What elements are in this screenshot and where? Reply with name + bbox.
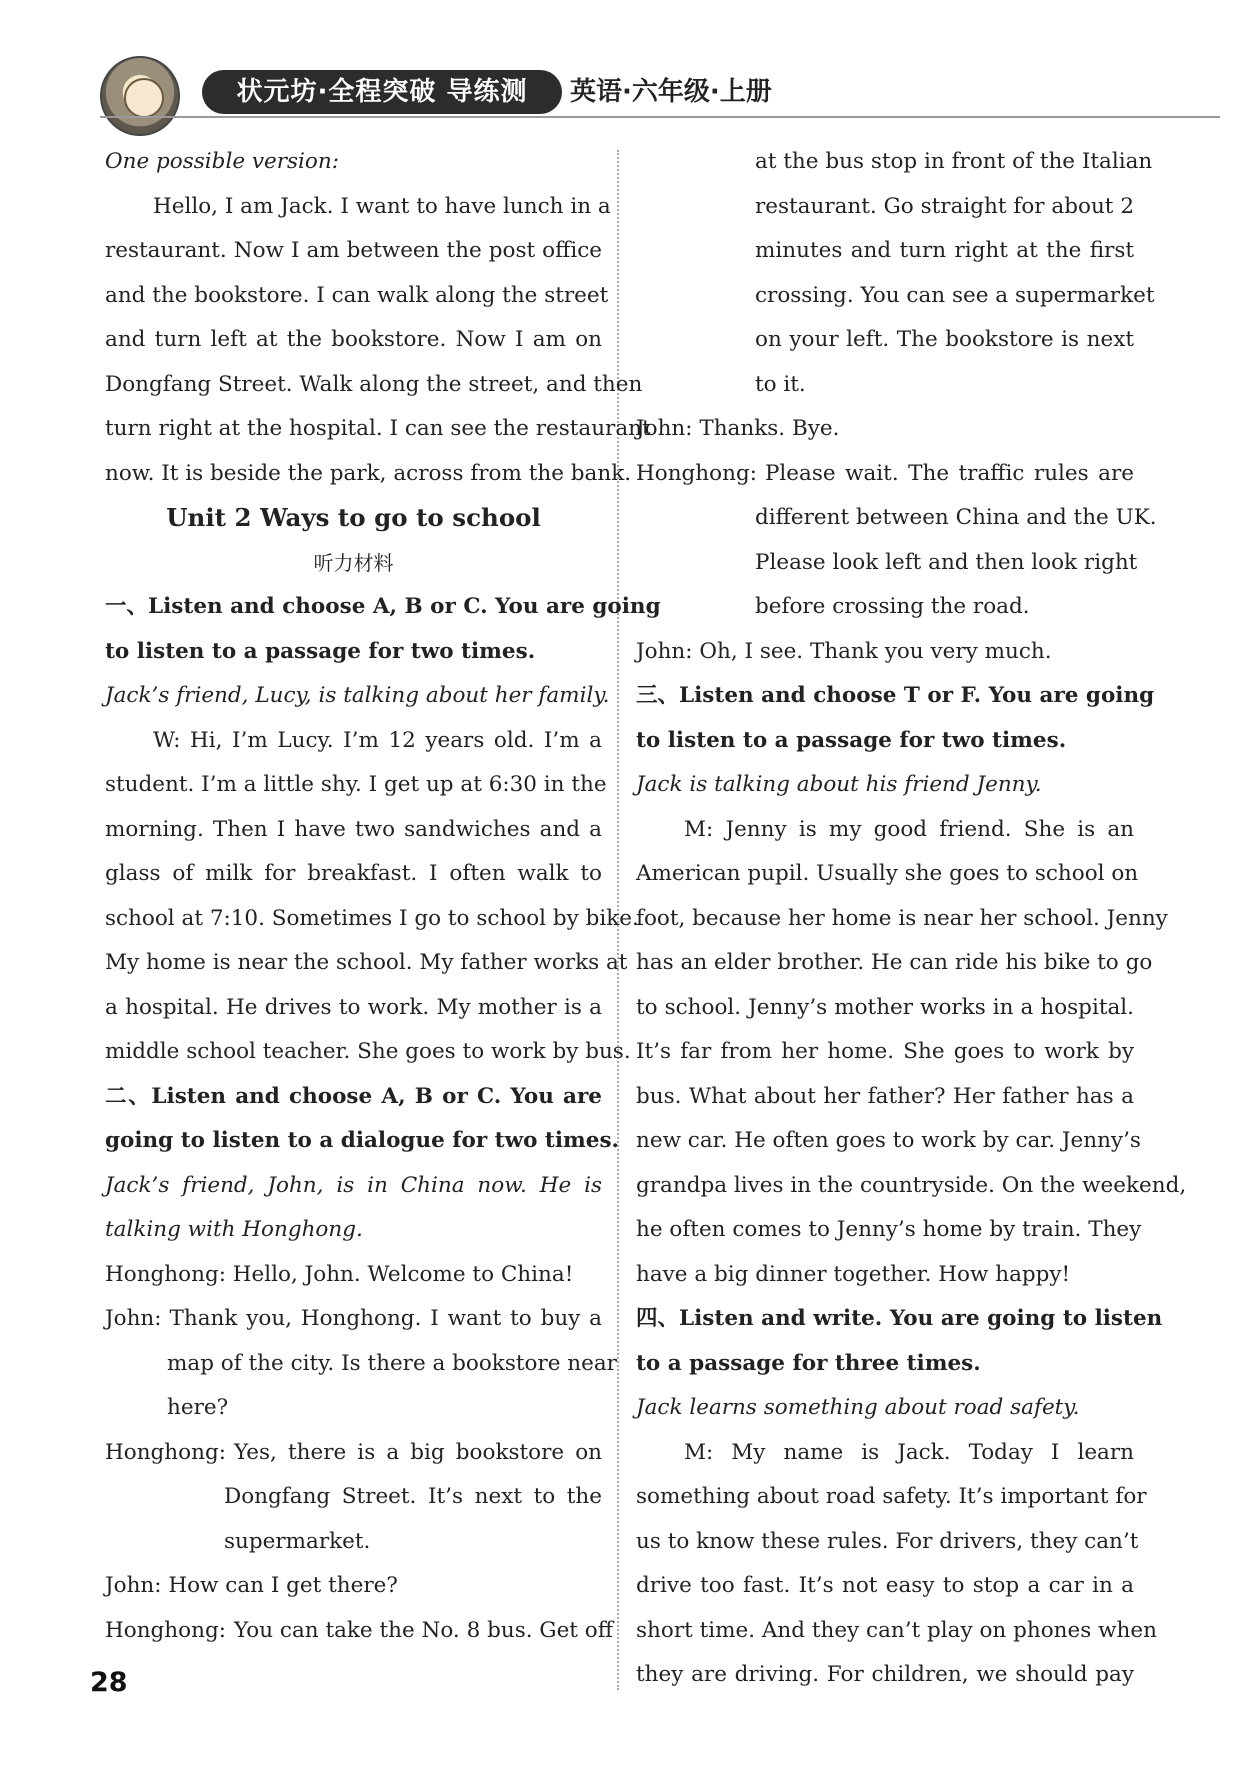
passage-line: short time. And they can’t play on phones when bbox=[636, 1617, 1157, 1643]
essay-line: Hello, I am Jack. I want to have lunch in a bbox=[153, 193, 611, 219]
essay-line: restaurant. Now I am between the post office bbox=[105, 238, 602, 263]
part3-intro: Jack is talking about his friend Jenny. bbox=[636, 772, 1042, 797]
passage-line: morning. Then I have two sandwiches and a bbox=[105, 816, 602, 842]
passage-line: W: Hi, I’m Lucy. I’m 12 years old. I’m a bbox=[153, 727, 602, 753]
series-banner: 状元坊·全程突破 导练测 bbox=[202, 70, 562, 114]
passage-line: has an elder brother. He can ride his bike to go bbox=[636, 950, 1153, 975]
version-label: One possible version: bbox=[105, 149, 339, 174]
publisher-logo bbox=[100, 56, 180, 136]
speaker-name: Honghong: bbox=[105, 1439, 226, 1465]
part2-intro: Jack’s friend, John, is in China now. He is bbox=[105, 1172, 602, 1198]
passage-line: American pupil. Usually she goes to school on bbox=[636, 861, 1139, 886]
part3-title: to listen to a passage for two times. bbox=[636, 727, 1067, 753]
dialogue-line bbox=[636, 452, 1134, 497]
dialogue-line: here? bbox=[167, 1395, 229, 1420]
passage-line: student. I’m a little shy. I get up at 6:30 in the bbox=[105, 772, 607, 797]
essay-line: and turn left at the bookstore. Now I am on bbox=[105, 327, 602, 352]
unit-title: Unit 2 Ways to go to school bbox=[166, 503, 541, 532]
part1-title: 一、Listen and choose A, B or C. You are going bbox=[105, 594, 661, 619]
part1-intro: Jack’s friend, Lucy, is talking about her family. bbox=[105, 683, 610, 708]
part4-title: to a passage for three times. bbox=[636, 1350, 981, 1376]
part4-title: 四、Listen and write. You are going to listen bbox=[636, 1306, 1163, 1331]
passage-line: glass of milk for breakfast. I often walk to bbox=[105, 861, 602, 886]
dialogue-text: Please wait. The traffic rules are bbox=[764, 460, 1134, 486]
dialogue-text: Thank you, Honghong. I want to buy a bbox=[169, 1306, 602, 1331]
passage-line: It’s far from her home. She goes to work by bbox=[636, 1039, 1134, 1064]
part2-intro: talking with Honghong. bbox=[105, 1217, 363, 1242]
part4-intro: Jack learns something about road safety. bbox=[636, 1395, 1080, 1420]
dialogue-line bbox=[105, 1253, 602, 1298]
dialogue-line bbox=[636, 407, 1134, 452]
section-title: 听力材料 bbox=[313, 550, 394, 575]
speaker-name: John: bbox=[636, 416, 693, 441]
dialogue-line bbox=[105, 1609, 613, 1654]
dialogue-line: different between China and the UK. bbox=[755, 505, 1157, 530]
essay-line: now. It is beside the park, across from the bank. bbox=[105, 460, 632, 486]
speaker-name: Honghong: bbox=[105, 1261, 226, 1287]
part2-title: going to listen to a dialogue for two times. bbox=[105, 1128, 620, 1153]
part1-title: to listen to a passage for two times. bbox=[105, 638, 536, 664]
passage-line: new car. He often goes to work by car. Jenny’s bbox=[636, 1128, 1141, 1153]
speaker-name: John: bbox=[105, 1306, 162, 1331]
speaker-name: John: bbox=[105, 1573, 162, 1598]
speaker-name: Honghong: bbox=[636, 460, 757, 486]
header-rule bbox=[100, 116, 1220, 118]
dialogue-text: Oh, I see. Thank you very much. bbox=[699, 638, 1052, 664]
dialogue-text: You can take the No. 8 bus. Get off bbox=[233, 1617, 613, 1643]
dialogue-line: at the bus stop in front of the Italian bbox=[755, 149, 1153, 174]
passage-line: he often comes to Jenny’s home by train. They bbox=[636, 1217, 1142, 1242]
left-column bbox=[105, 140, 661, 1653]
passage-line: they are driving. For children, we should pay bbox=[636, 1662, 1134, 1687]
subject-label: 英语·六年级·上册 bbox=[570, 77, 772, 107]
passage-line: us to know these rules. For drivers, they can’t bbox=[636, 1528, 1139, 1554]
dialogue-line: on your left. The bookstore is next bbox=[755, 327, 1134, 352]
page-header bbox=[100, 50, 1220, 120]
passage-line: M: My name is Jack. Today I learn bbox=[684, 1439, 1134, 1465]
passage-line: school at 7:10. Sometimes I go to school by bike. bbox=[105, 905, 639, 931]
speaker-name: John: bbox=[636, 638, 693, 664]
essay-line: turn right at the hospital. I can see the restaurant bbox=[105, 416, 651, 441]
passage-line: middle school teacher. She goes to work by bus. bbox=[105, 1039, 631, 1064]
dialogue-text: How can I get there? bbox=[168, 1573, 398, 1598]
part3-title: 三、Listen and choose T or F. You are going bbox=[636, 683, 1155, 708]
passage-line: foot, because her home is near her school. Jenny bbox=[636, 905, 1168, 931]
dialogue-line bbox=[636, 630, 1134, 675]
dialogue-line: minutes and turn right at the first bbox=[755, 238, 1134, 263]
dialogue-line: supermarket. bbox=[224, 1528, 371, 1554]
page-number: 28 bbox=[90, 1667, 128, 1698]
passage-line: M: Jenny is my good friend. She is an bbox=[684, 816, 1134, 842]
dialogue-text: Hello, John. Welcome to China! bbox=[232, 1261, 574, 1287]
passage-line: My home is near the school. My father works at bbox=[105, 950, 628, 975]
passage-line: drive too fast. It’s not easy to stop a car in a bbox=[636, 1573, 1134, 1598]
dialogue-line bbox=[105, 1564, 602, 1609]
passage-line: bus. What about her father? Her father has a bbox=[636, 1083, 1134, 1109]
dialogue-line: Dongfang Street. It’s next to the bbox=[224, 1484, 602, 1509]
passage-line: to school. Jenny’s mother works in a hospital. bbox=[636, 994, 1134, 1020]
dialogue-line: restaurant. Go straight for about 2 bbox=[755, 193, 1134, 219]
passage-line: something about road safety. It’s important for bbox=[636, 1484, 1147, 1509]
passage-line: have a big dinner together. How happy! bbox=[636, 1261, 1071, 1287]
dialogue-text: Thanks. Bye. bbox=[699, 416, 840, 441]
dialogue-line: crossing. You can see a supermarket bbox=[755, 282, 1155, 308]
dialogue-line: before crossing the road. bbox=[755, 594, 1030, 619]
passage-line: a hospital. He drives to work. My mother is a bbox=[105, 994, 602, 1020]
dialogue-line bbox=[105, 1431, 602, 1476]
part2-title: 二、Listen and choose A, B or C. You are bbox=[105, 1083, 602, 1109]
dialogue-line: map of the city. Is there a bookstore near bbox=[167, 1350, 617, 1376]
passage-line: grandpa lives in the countryside. On the weekend, bbox=[636, 1172, 1187, 1198]
dialogue-line: to it. bbox=[755, 371, 806, 397]
dialogue-line: Please look left and then look right bbox=[755, 549, 1138, 575]
speaker-name: Honghong: bbox=[105, 1617, 226, 1643]
dialogue-text: Yes, there is a big bookstore on bbox=[233, 1439, 602, 1465]
dialogue-line bbox=[105, 1297, 602, 1342]
right-column bbox=[636, 140, 1187, 1698]
essay-line: Dongfang Street. Walk along the street, and then bbox=[105, 371, 643, 397]
essay-line: and the bookstore. I can walk along the street bbox=[105, 282, 609, 308]
